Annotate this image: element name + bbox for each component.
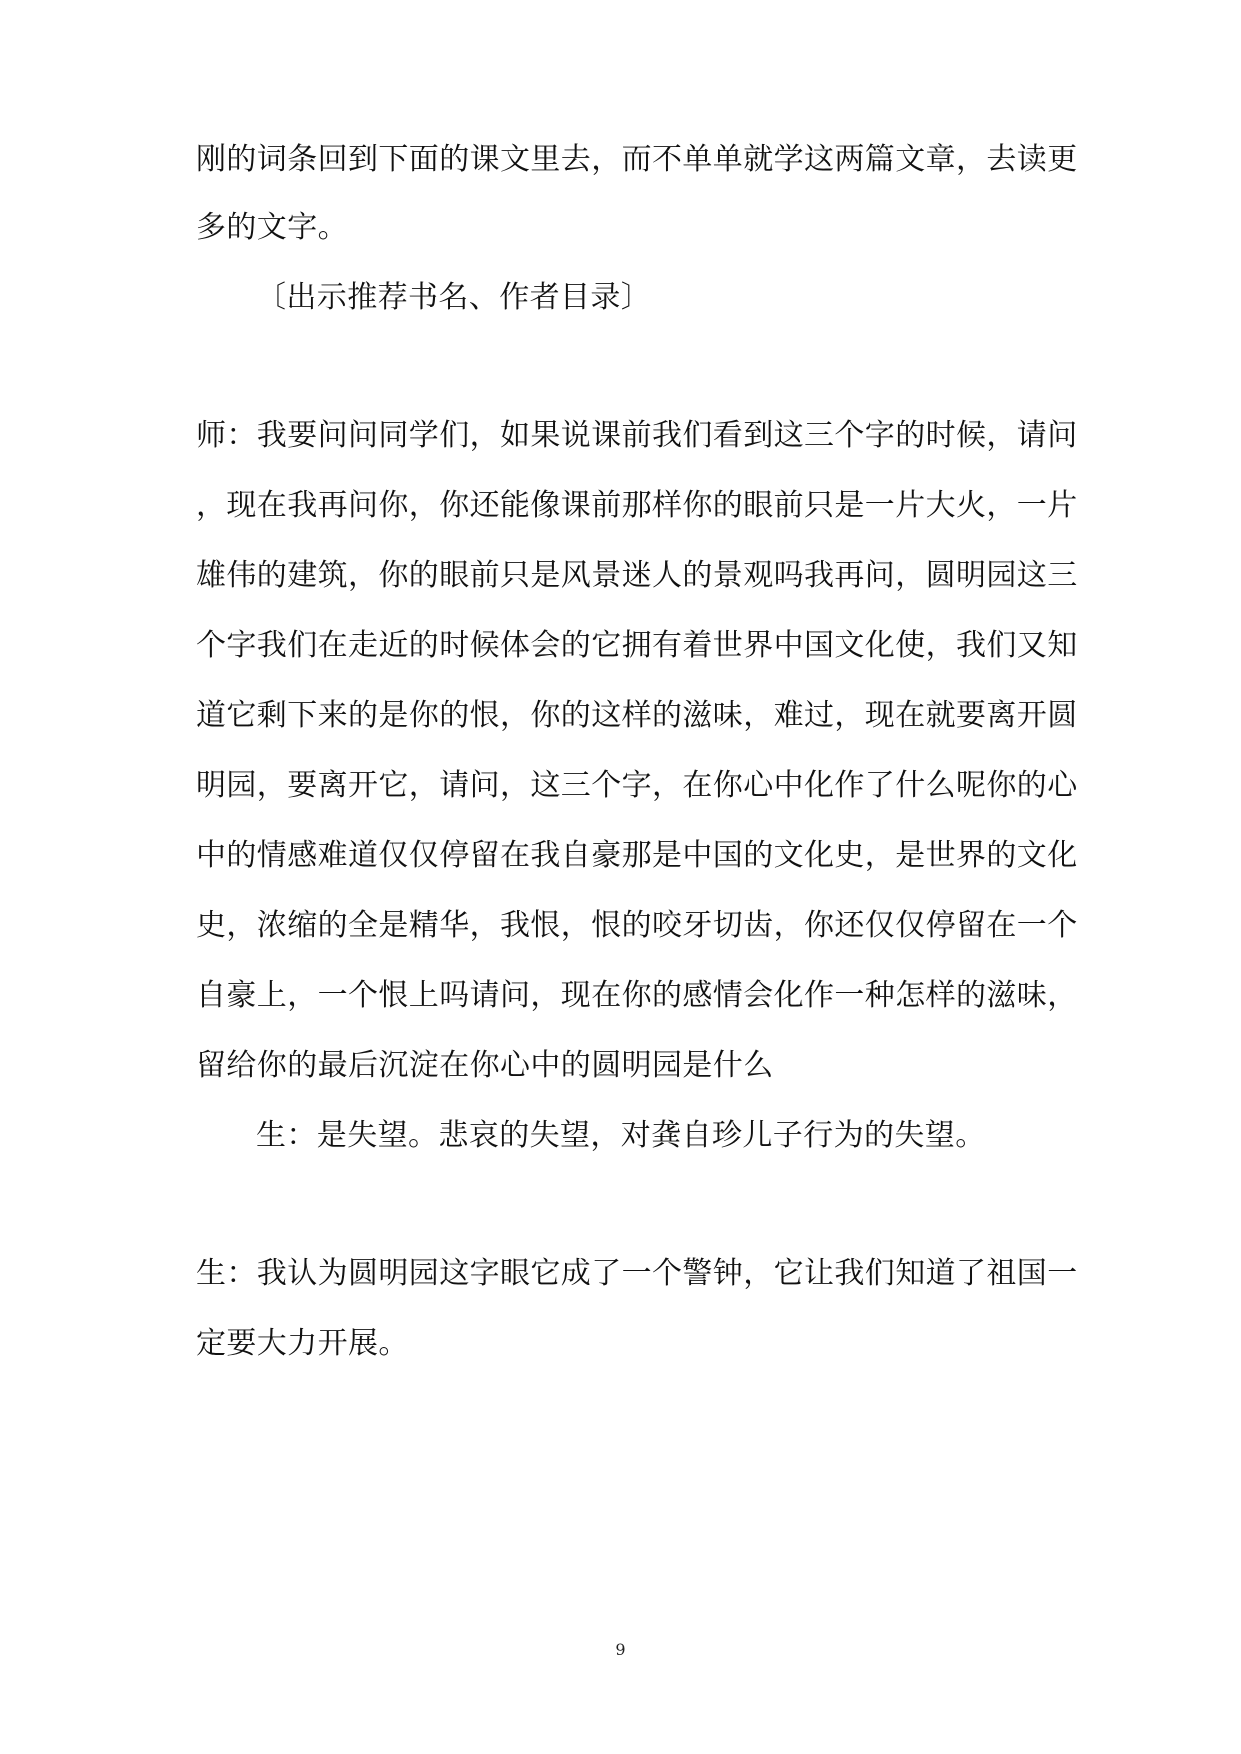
paragraph-4-line-1: 生：是失望。悲哀的失望，对龚自珍儿子行为的失望。 xyxy=(256,1118,986,1153)
paragraph-5-line-2: 定要大力开展。 xyxy=(196,1326,409,1361)
paragraph-3-line-8: 史，浓缩的全是精华，我恨，恨的咬牙切齿，你还仅仅停留在一个 xyxy=(196,908,1078,943)
paragraph-3-line-9: 自豪上，一个恨上吗请问，现在你的感情会化作一种怎样的滋味， xyxy=(196,978,1078,1013)
paragraph-3-line-10: 留给你的最后沉淀在你心中的圆明园是什么 xyxy=(196,1048,774,1083)
paragraph-3-line-3: 雄伟的建筑，你的眼前只是风景迷人的景观吗我再问，圆明园这三 xyxy=(196,558,1078,593)
paragraph-1-line-1: 刚的词条回到下面的课文里去，而不单单就学这两篇文章，去读更 xyxy=(196,142,1078,177)
paragraph-3-line-5: 道它剩下来的是你的恨，你的这样的滋味，难过，现在就要离开圆 xyxy=(196,698,1078,733)
paragraph-5-line-1: 生：我认为圆明园这字眼它成了一个警钟，它让我们知道了祖国一 xyxy=(196,1256,1078,1291)
paragraph-3-line-6: 明园，要离开它，请问，这三个字，在你心中化作了什么呢你的心 xyxy=(196,768,1078,803)
paragraph-3-line-7: 中的情感难道仅仅停留在我自豪那是中国的文化史，是世界的文化 xyxy=(196,838,1078,873)
paragraph-3-line-4: 个字我们在走近的时候体会的它拥有着世界中国文化使，我们又知 xyxy=(196,628,1078,663)
page-number: 9 xyxy=(615,1640,626,1659)
paragraph-3-line-2: ，现在我再问你，你还能像课前那样你的眼前只是一片大火，一片 xyxy=(196,488,1078,523)
paragraph-3-line-1: 师：我要问问同学们，如果说课前我们看到这三个字的时候，请问 xyxy=(196,418,1078,453)
paragraph-1-line-2: 多的文字。 xyxy=(196,210,348,245)
paragraph-2-line-1: 〔出示推荐书名、作者目录〕 xyxy=(256,280,652,315)
